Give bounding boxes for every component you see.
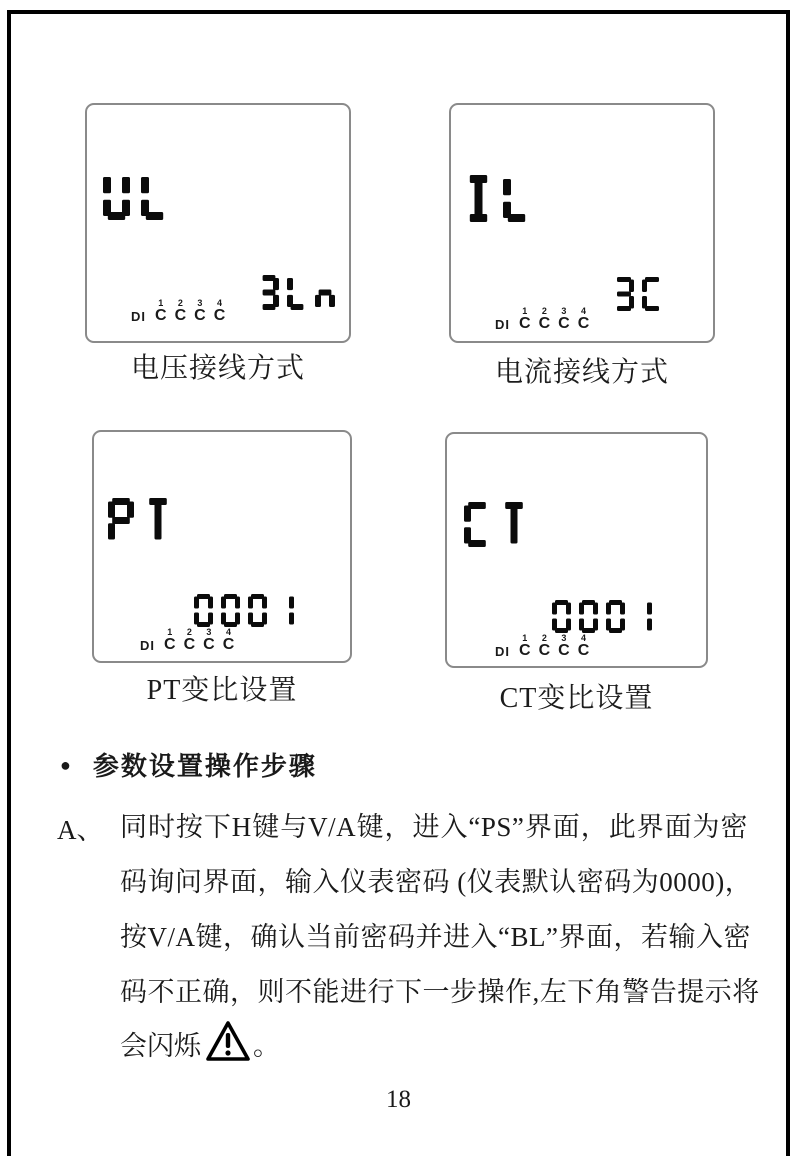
panel-caption-current-wiring: 电流接线方式 <box>494 357 669 388</box>
channel-indicator: 1 C <box>155 298 167 324</box>
channel-indicator: 2 C <box>183 627 196 653</box>
section-heading-row <box>60 746 317 783</box>
channel-indicator: 4 C <box>222 627 235 653</box>
section-heading: 参数设置操作步骤 <box>92 751 317 781</box>
di-label: DI <box>131 309 146 325</box>
lcd-sub-text <box>259 275 343 310</box>
lcd-channel-indicators <box>495 307 593 331</box>
lcd-main-text <box>465 175 541 222</box>
channel-indicator: 2 C <box>538 633 551 659</box>
lcd-main-text <box>103 173 179 220</box>
channel-indicator: 4 C <box>577 633 590 659</box>
step-label: A、 <box>57 815 104 845</box>
page-number: 18 <box>386 1086 411 1113</box>
channel-indicator: 4 C <box>213 298 226 324</box>
step-text-line: 按V/A键，确认当前密码并进入“BL”界面，若输入密 <box>120 922 751 952</box>
lcd-panel-voltage-wiring <box>85 103 351 343</box>
channel-indicator: 2 C <box>174 298 187 324</box>
step-text-line: 同时按下H键与V/A键，进入“PS”界面，此界面为密 <box>120 812 748 842</box>
last-line-suffix: 。 <box>253 1031 280 1062</box>
di-label: DI <box>140 638 155 654</box>
di-label: DI <box>495 644 510 660</box>
channel-indicator: 1 C <box>519 306 531 332</box>
lcd-panel-ct-ratio <box>445 432 708 668</box>
step-text-last-line <box>120 1016 280 1062</box>
last-line-prefix: 会闪烁 <box>120 1031 201 1062</box>
lcd-sub-text <box>552 600 660 633</box>
step-text-line: 码不正确，则不能进行下一步操作,左下角警告提示将 <box>120 977 760 1007</box>
channel-indicator: 1 C <box>519 633 531 659</box>
step-text-line: 码询问界面，输入仪表密码 (仪表默认密码为0000)， <box>120 867 753 897</box>
bullet-icon: ● <box>60 754 71 775</box>
warning-triangle-icon <box>205 1020 251 1062</box>
step-text-block <box>120 800 760 1020</box>
channel-indicator: 4 C <box>577 306 590 332</box>
channel-indicator: 1 C <box>164 627 176 653</box>
channel-indicator: 3 C <box>203 627 215 653</box>
lcd-channel-indicators <box>131 299 229 323</box>
lcd-panel-current-wiring <box>449 103 715 343</box>
channel-indicator: 3 C <box>194 298 206 324</box>
lcd-main-text <box>108 498 182 543</box>
channel-indicator: 3 C <box>558 306 570 332</box>
panel-caption-voltage-wiring: 电压接线方式 <box>130 353 305 384</box>
lcd-channel-indicators <box>495 634 593 658</box>
lcd-channel-indicators <box>140 628 238 652</box>
di-label: DI <box>495 317 510 333</box>
panel-caption-ct-ratio: CT变比设置 <box>499 683 654 714</box>
lcd-sub-text <box>194 594 302 627</box>
lcd-main-text <box>464 502 538 547</box>
channel-indicator: 3 C <box>558 633 570 659</box>
lcd-sub-text <box>614 277 670 311</box>
channel-indicator: 2 C <box>538 306 551 332</box>
panel-caption-pt-ratio: PT变比设置 <box>146 675 298 706</box>
lcd-panel-pt-ratio <box>92 430 352 663</box>
